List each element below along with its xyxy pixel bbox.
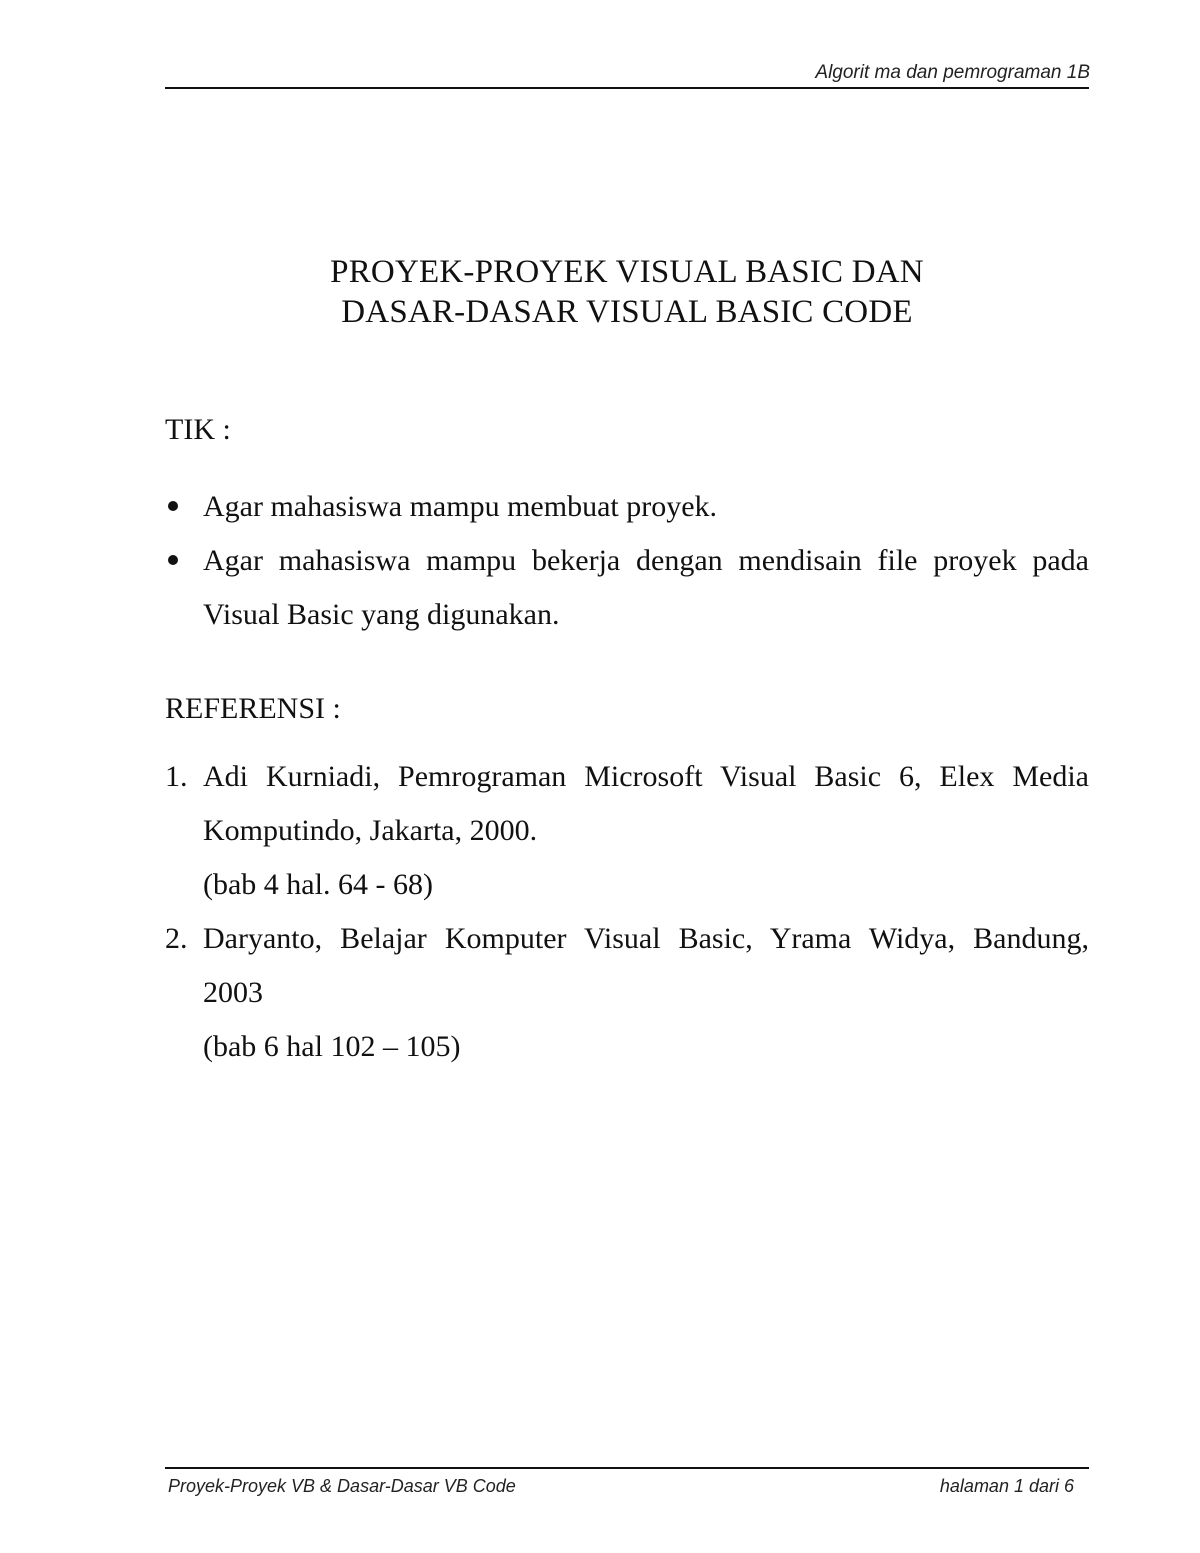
bullet-icon bbox=[168, 501, 178, 511]
tik-list bbox=[165, 480, 1089, 642]
reference-text-continued: Komputindo, Jakarta, 2000. bbox=[203, 814, 538, 847]
reference-pages: (bab 4 hal. 64 - 68) bbox=[203, 868, 433, 901]
header-rule bbox=[165, 87, 1089, 89]
title-line-1: PROYEK-PROYEK VISUAL BASIC DAN bbox=[330, 254, 924, 290]
reference-number: 1. bbox=[165, 760, 188, 793]
tik-item-text-continued: Visual Basic yang digunakan. bbox=[203, 598, 560, 631]
reference-number: 2. bbox=[165, 922, 188, 955]
list-item bbox=[165, 480, 1089, 534]
reference-item bbox=[165, 750, 1089, 912]
reference-text: Adi Kurniadi, Pemrograman Microsoft Visual Basic 6, Elex Media bbox=[203, 760, 1089, 793]
footer-document-title: Proyek-Proyek VB & Dasar-Dasar VB Code bbox=[168, 1476, 516, 1496]
reference-list bbox=[165, 750, 1089, 1074]
bullet-icon bbox=[168, 555, 178, 565]
tik-item-text: Agar mahasiswa mampu bekerja dengan mendisain file proyek pada bbox=[203, 544, 1089, 577]
tik-heading: TIK : bbox=[165, 413, 231, 446]
reference-pages: (bab 6 hal 102 – 105) bbox=[203, 1030, 461, 1063]
referensi-heading: REFERENSI : bbox=[165, 692, 341, 725]
tik-item-text: Agar mahasiswa mampu membuat proyek. bbox=[203, 490, 718, 523]
running-header: Algorit ma dan pemrograman 1B bbox=[815, 62, 1090, 83]
title-line-2: DASAR-DASAR VISUAL BASIC CODE bbox=[341, 294, 913, 330]
footer-rule bbox=[165, 1467, 1089, 1469]
reference-text: Daryanto, Belajar Komputer Visual Basic, Yrama Widya, Bandung, bbox=[203, 922, 1089, 955]
reference-text-continued: 2003 bbox=[203, 976, 263, 1009]
page-title bbox=[165, 252, 1089, 332]
page-number: halaman 1 dari 6 bbox=[939, 1476, 1074, 1496]
reference-item bbox=[165, 912, 1089, 1074]
list-item bbox=[165, 534, 1089, 642]
